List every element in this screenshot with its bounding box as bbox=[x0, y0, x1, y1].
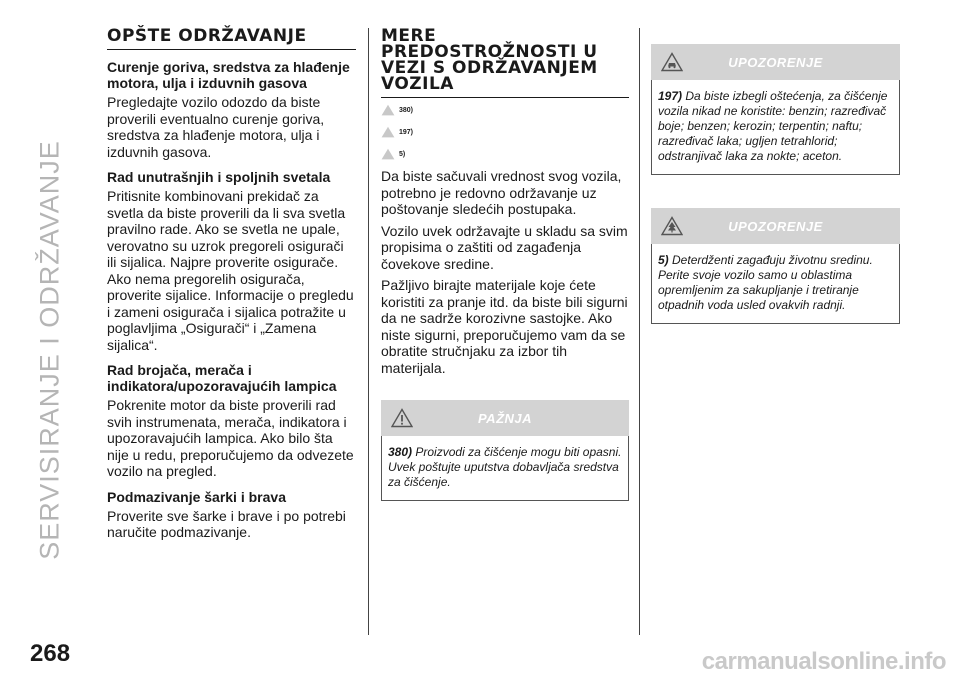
subheading-leaks: Curenje goriva, sredstva za hlađenje motora, ulja i izduvnih gasova bbox=[107, 59, 350, 91]
warning-box-chemicals bbox=[651, 44, 900, 175]
caution-header bbox=[381, 400, 629, 436]
paragraph-environment: Vozilo uvek održavajte u skladu sa svim propisima o zaštiti od zagađenja čovekove sredine. bbox=[381, 222, 628, 272]
subheading-lubrication: Podmazivanje šarki i brava bbox=[107, 488, 286, 505]
car-icon bbox=[661, 52, 683, 72]
warning-title-chemicals: UPOZORENJE bbox=[728, 54, 823, 70]
warning-header-environment bbox=[651, 208, 900, 244]
warning-body-chemicals bbox=[651, 80, 900, 175]
warning-triangle-icon bbox=[381, 104, 395, 116]
subheading-lights: Rad unutrašnjih i spoljnih svetala bbox=[107, 169, 331, 185]
warning-text-environment: Deterdženti zagađuju životnu sredinu. Perite svoje vozilo samo u oblastima opremljenim za sakupljanje i tretiranje otpadnih voda usled ovakvih radnji. bbox=[658, 253, 873, 312]
column-warnings bbox=[651, 44, 900, 324]
warning-number-197: 197) bbox=[658, 89, 683, 103]
tree-icon bbox=[661, 216, 683, 236]
caution-box bbox=[381, 400, 629, 501]
column-divider bbox=[639, 28, 640, 635]
warning-text-chemicals: Da biste izbegli oštećenja, za čišćenje vozila nikad ne koristite: benzin; razređivač boje; benzen; kerozin; terpentin; naftu; razređivač laka; ugljen tetrahlorid; odstranjivač laka za nokte; aceton. bbox=[658, 89, 888, 163]
paragraph-materials: Pažljivo birajte materijale koje ćete koristiti za pranje itd. da biste bili sigurni da ne sadrže korozivne sastojke. Ako niste sigurni, preporučujemo vam da se obratite stručnjaku za izbor tih materijala. bbox=[381, 277, 628, 376]
warning-triangle-icon bbox=[391, 408, 413, 428]
warning-header-chemicals bbox=[651, 44, 900, 80]
section-title-precautions: MERE PREDOSTROŽNOSTI U VEZI S ODRŽAVANJEM VOZILA bbox=[381, 28, 629, 98]
warning-number-5: 5) bbox=[658, 253, 669, 267]
paragraph-lights: Pritisnite kombinovani prekidač za svetla da biste proverili da li sva svetla pravilno rade. Ako se svetla ne upale, verovatno su uzrok pregoreli osigurači ili sijalica. Najpre proverite osigurače. Ako nema pregorelih osigurača, proverite sijalice. Informacije o pregledu i zameni osigurača i sijalica potražite u poglavljima „Osigurači“ i „Zamena sijalica“. bbox=[107, 188, 354, 353]
paragraph-lubrication: Proverite sve šarke i brave i po potrebi naručite podmazivanje. bbox=[107, 507, 346, 540]
footer-watermark: carmanualsonline.info bbox=[701, 648, 946, 675]
reference-197: 197) bbox=[381, 124, 629, 140]
caution-body bbox=[381, 436, 629, 501]
column-precautions bbox=[381, 28, 629, 501]
caution-number: 380) bbox=[388, 445, 413, 459]
column-divider bbox=[368, 28, 369, 635]
caution-text: Proizvodi za čišćenje mogu biti opasni. Uvek poštujte uputstva dobavljača sredstva za čišćenje. bbox=[388, 445, 622, 489]
paragraph-gauges: Pokrenite motor da biste proverili rad svih instrumenata, merača, indikatora i upozoravajućih lampica. Ako bilo šta nije u redu, preporučujemo da odvezete vozilo na pregled. bbox=[107, 397, 354, 479]
reference-5: 5) bbox=[381, 146, 629, 162]
caution-title: PAŽNJA bbox=[477, 410, 533, 426]
warning-body-environment bbox=[651, 244, 900, 324]
subheading-gauges: Rad brojača, merača i indikatora/upozoravajućih lampica bbox=[107, 362, 337, 394]
paragraph-value: Da biste sačuvali vrednost svog vozila, potrebno je redovno održavanje uz poštovanje sledećih postupaka. bbox=[381, 168, 622, 217]
page-number: 268 bbox=[30, 640, 71, 667]
paragraph-leaks: Pregledajte vozilo odozdo da biste proverili eventualno curenje goriva, sredstva za hlađenje motora, ulja i izduvnih gasova. bbox=[107, 94, 325, 160]
warning-box-environment bbox=[651, 208, 900, 324]
chapter-title-vertical: SERVISIRANJE I ODRŽAVANJE bbox=[34, 140, 65, 560]
warning-title-environment: UPOZORENJE bbox=[728, 218, 823, 234]
section-title-general-maintenance: OPŠTE ODRŽAVANJE bbox=[107, 28, 356, 50]
reference-380: 380) bbox=[381, 102, 629, 118]
column-general-maintenance bbox=[107, 28, 356, 546]
tree-icon bbox=[381, 148, 395, 160]
car-icon bbox=[381, 126, 395, 138]
